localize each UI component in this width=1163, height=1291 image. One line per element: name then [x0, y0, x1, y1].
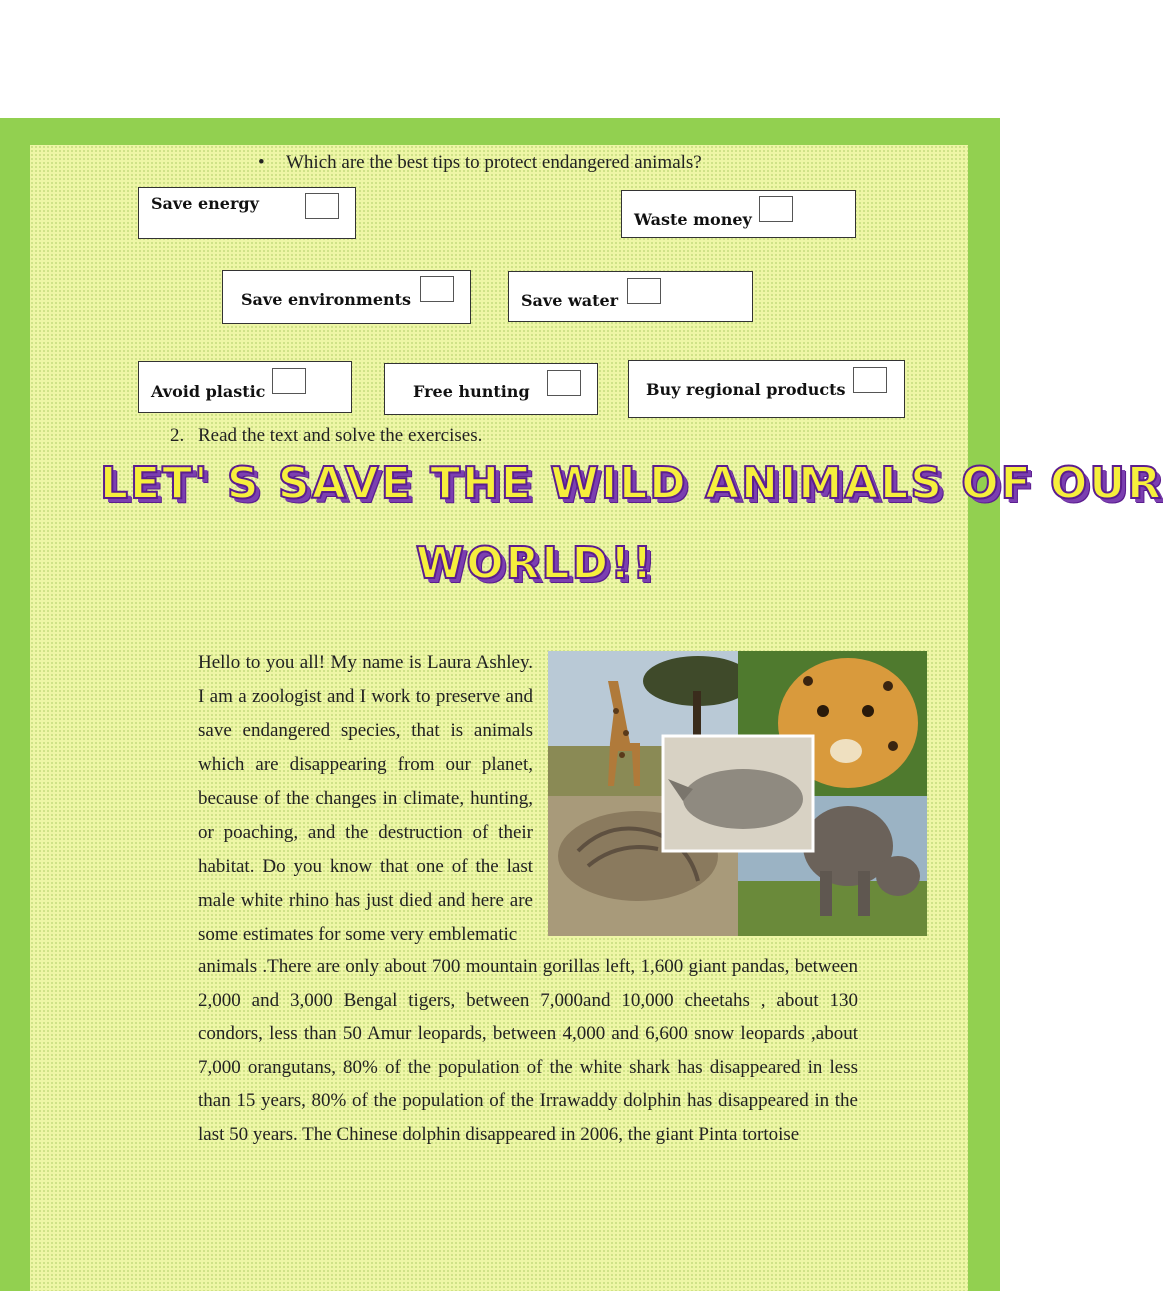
option-avoid-plastic [138, 361, 352, 413]
option-save-environments [222, 270, 471, 324]
option-waste-money [621, 190, 856, 238]
option-free-hunting [384, 363, 598, 415]
option-label: Waste money [634, 210, 752, 229]
option-label: Save water [521, 291, 619, 310]
article-title-line-1: LET' S SAVE THE WILD ANIMALS OF OUR [100, 458, 1163, 509]
checkbox-buy-regional-products[interactable] [853, 367, 887, 393]
option-save-energy [138, 187, 356, 239]
option-buy-regional-products [628, 360, 905, 418]
checkbox-free-hunting[interactable] [547, 370, 581, 396]
option-label: Save environments [241, 290, 412, 309]
option-save-water [508, 271, 753, 322]
checkbox-waste-money[interactable] [759, 196, 793, 222]
question-1-text: Which are the best tips to protect endangered animals? [286, 152, 702, 173]
option-label: Avoid plastic [151, 382, 266, 401]
article-title-line-2: WORLD!! [415, 538, 655, 589]
checkbox-save-environments[interactable] [420, 276, 454, 302]
option-label: Free hunting [413, 382, 530, 401]
question-1 [258, 152, 702, 174]
bullet: • [258, 152, 265, 173]
article-paragraph-body: animals .There are only about 700 mountain gorillas left, 1,600 giant pandas, between 2,000 and 3,000 Bengal tigers, between 7,000and 10,000 cheetahs , about 130 condors, less than 50 Amur leopards, between 4,000 and 6,600 snow leopards ,about 7,000 orangutans, 80% of the population of the white shark has disappeared in less than 15 years, 80% of the population of the Irrawaddy dolphin has disappeared in the last 50 years. The Chinese dolphin disappeared in 2006, the giant Pinta tortoise [198, 956, 858, 1145]
question-2 [170, 425, 482, 447]
article-paragraph-intro: Hello to you all! My name is Laura Ashley. I am a zoologist and I work to preserve and save endangered species, that is animals which are disappearing from our planet, because of the changes in climate, hunting, or poaching, and the destruction of their habitat. Do you know that one of the last male white rhino has just died and here are some estimates for some very emblematic [198, 652, 533, 945]
checkbox-save-energy[interactable] [305, 193, 339, 219]
question-2-number: 2. [170, 425, 185, 446]
checkbox-avoid-plastic[interactable] [272, 368, 306, 394]
checkbox-save-water[interactable] [627, 278, 661, 304]
option-label: Buy regional products [646, 380, 846, 399]
animal-collage-image [548, 651, 927, 936]
question-2-text: Read the text and solve the exercises. [198, 425, 483, 446]
option-label: Save energy [151, 194, 259, 213]
